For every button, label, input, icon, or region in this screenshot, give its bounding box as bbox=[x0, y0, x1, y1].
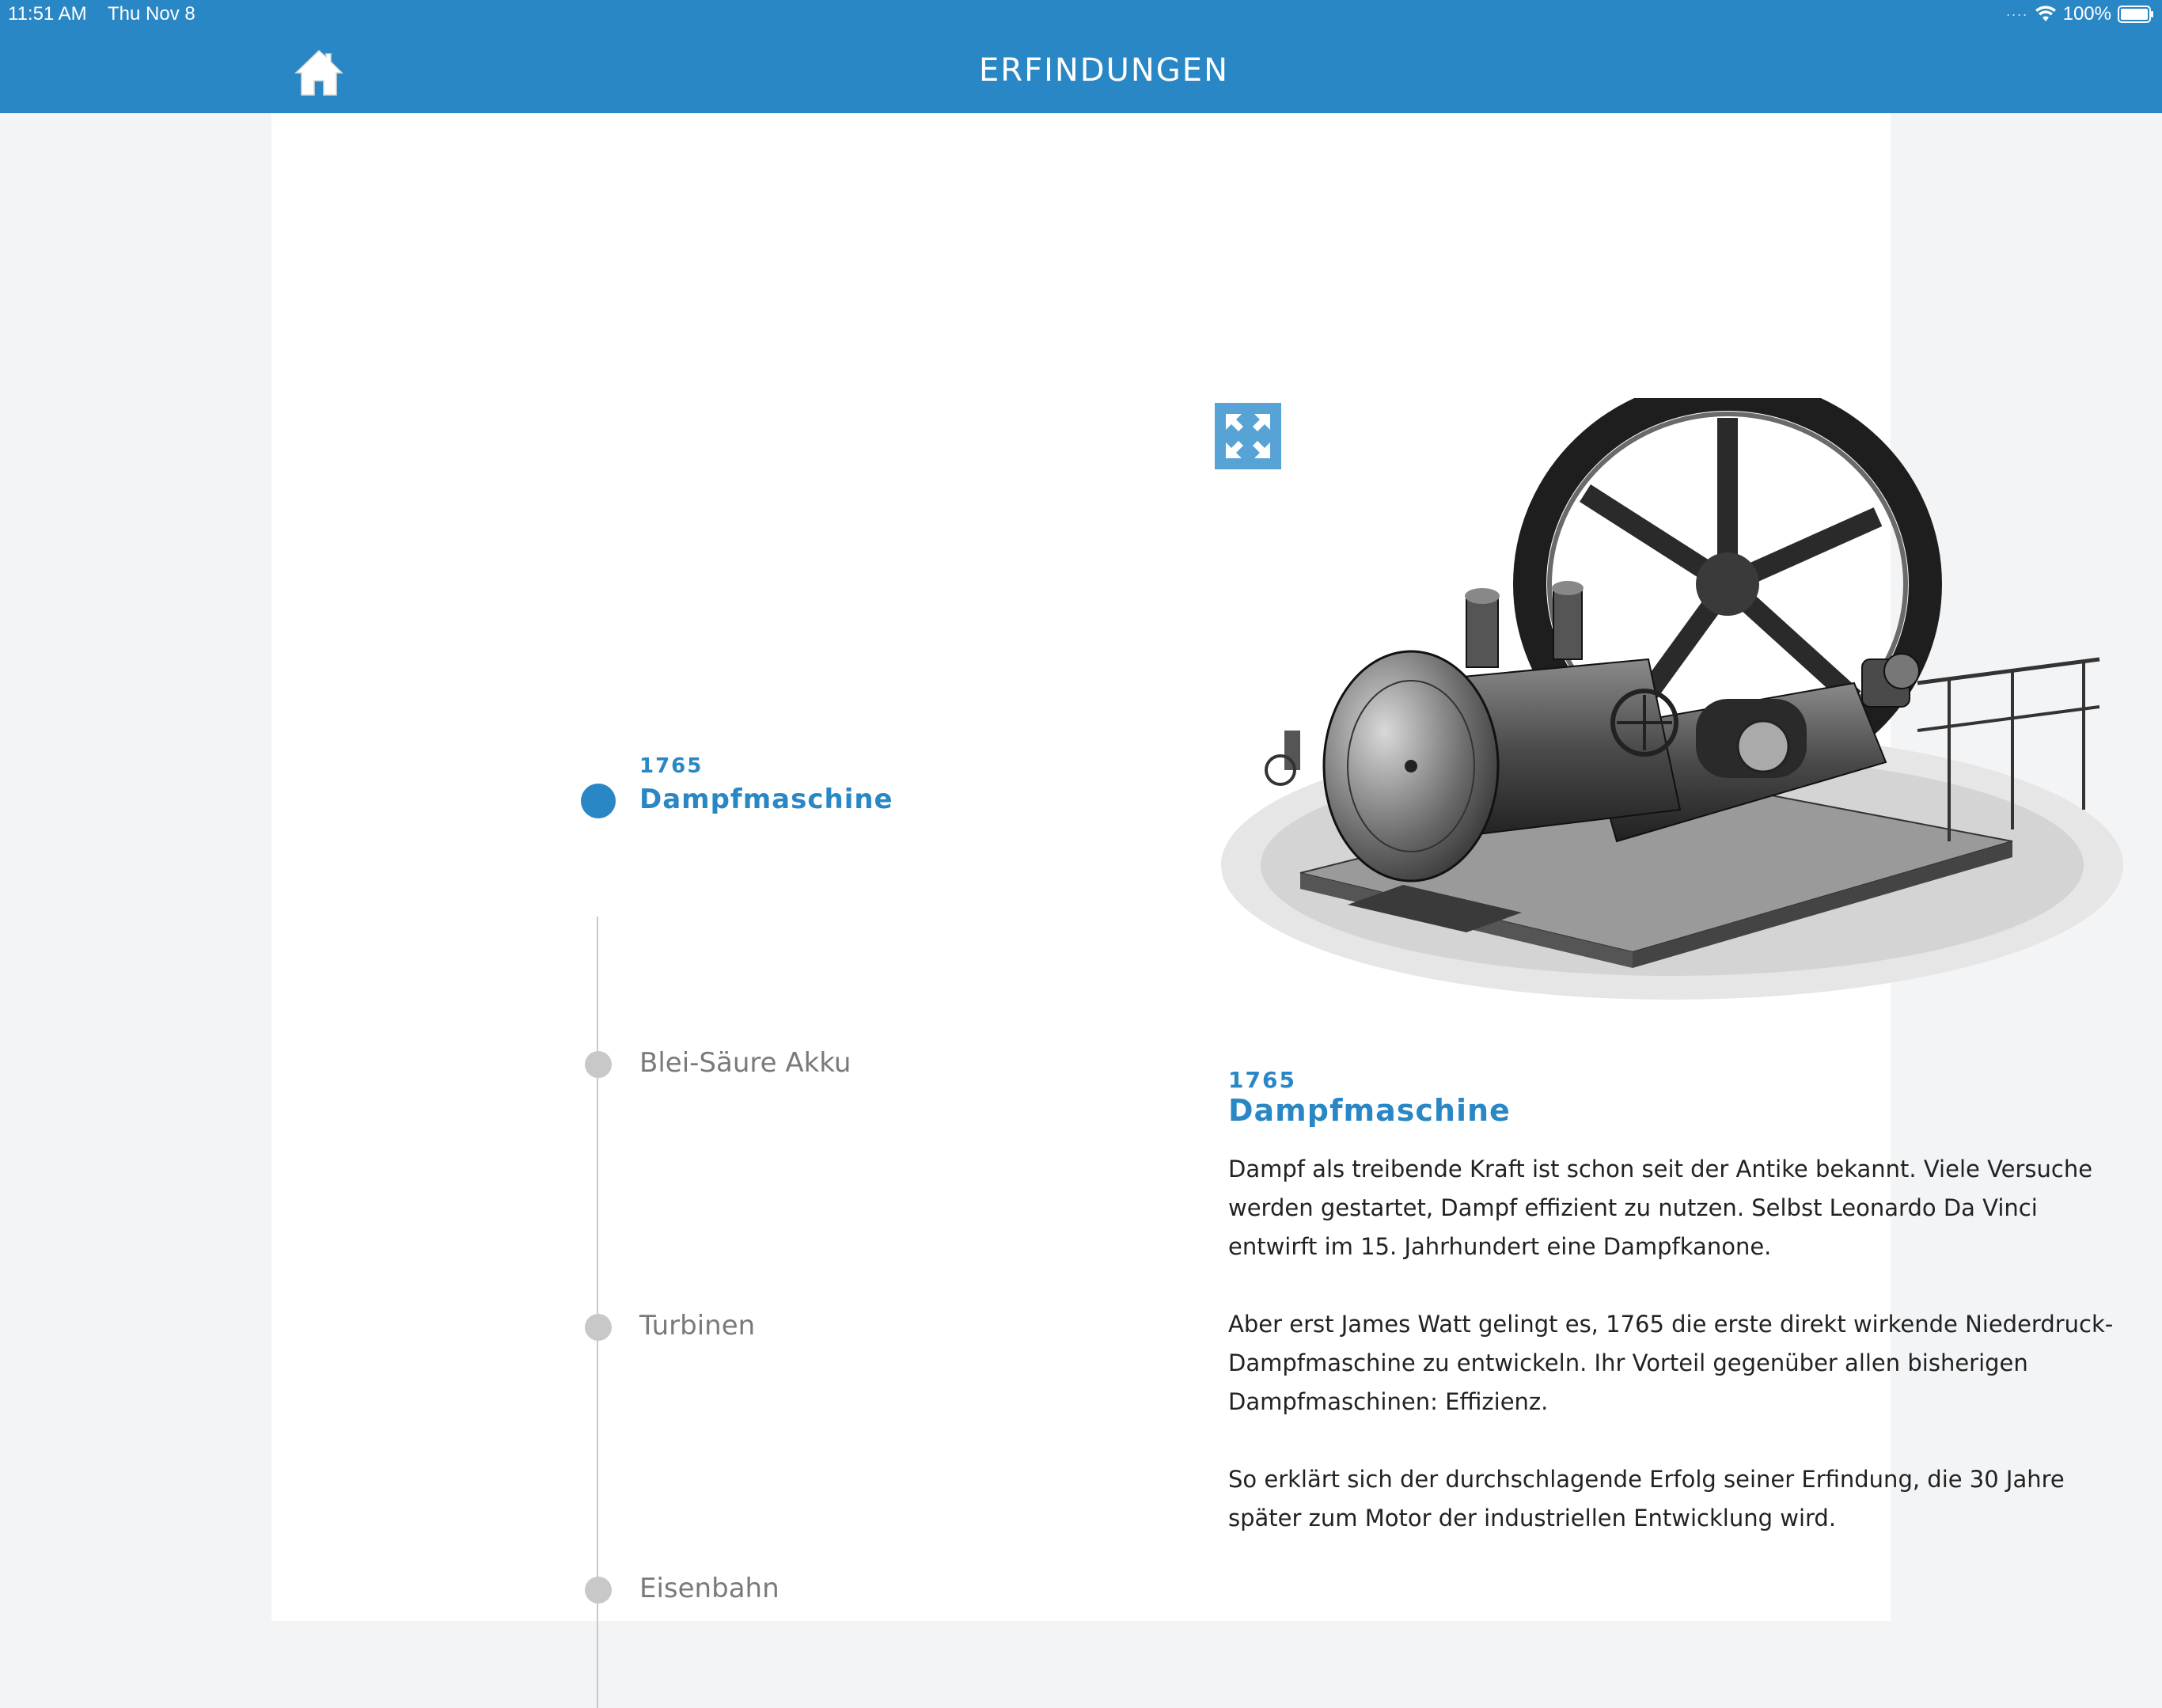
timeline-label[interactable]: Blei-Säure Akku bbox=[639, 1047, 852, 1079]
timeline-dot[interactable] bbox=[585, 1051, 612, 1078]
detail-paragraph: Aber erst James Watt gelingt es, 1765 die erste direkt wirkende Niederdruck-Dampfmaschine zu entwickeln. Ihr Vorteil gegenüber allen bisherigen Dampfmaschinen: Effizienz. bbox=[1228, 1311, 2114, 1415]
battery-percent: 100% bbox=[2062, 3, 2111, 25]
detail-description bbox=[1228, 1150, 2122, 1577]
detail-title: Dampfmaschine bbox=[1228, 1093, 1511, 1128]
signal-icon: ···· bbox=[2005, 6, 2028, 22]
expand-button[interactable] bbox=[1215, 403, 1281, 469]
wifi-icon bbox=[2035, 6, 2057, 23]
steam-engine-image bbox=[1205, 398, 2123, 1031]
timeline-label[interactable]: Eisenbahn bbox=[639, 1573, 779, 1604]
status-date: Thu Nov 8 bbox=[108, 3, 195, 25]
status-indicators bbox=[2006, 3, 2154, 25]
timeline-year: 1765 bbox=[639, 754, 704, 778]
detail-paragraph: So erklärt sich der durchschlagende Erfolg seiner Erfindung, die 30 Jahre später zum Motor der industriellen Entwicklung wird. bbox=[1228, 1466, 2065, 1532]
detail-year: 1765 bbox=[1228, 1067, 1296, 1093]
steam-engine-illustration bbox=[1205, 398, 2123, 1031]
detail-paragraph: Dampf als treibende Kraft ist schon seit der Antike bekannt. Viele Versuche werden gestartet, Dampf effizient zu nutzen. Selbst Leonardo Da Vinci entwirft im 15. Jahrhundert eine Dampfkanone. bbox=[1228, 1156, 2093, 1260]
timeline-label[interactable]: Dampfmaschine bbox=[639, 784, 893, 815]
timeline-dot-active[interactable] bbox=[581, 784, 616, 818]
timeline-dot[interactable] bbox=[585, 1577, 612, 1604]
timeline-dot[interactable] bbox=[585, 1314, 612, 1341]
content-panel bbox=[271, 113, 2114, 1621]
expand-icon bbox=[1215, 403, 1281, 469]
status-time: 11:51 AM bbox=[8, 3, 87, 25]
page-title: ERFINDUNGEN bbox=[979, 52, 1229, 89]
timeline-label[interactable]: Turbinen bbox=[639, 1310, 756, 1342]
battery-icon bbox=[2118, 6, 2154, 23]
top-bar bbox=[0, 0, 2162, 113]
